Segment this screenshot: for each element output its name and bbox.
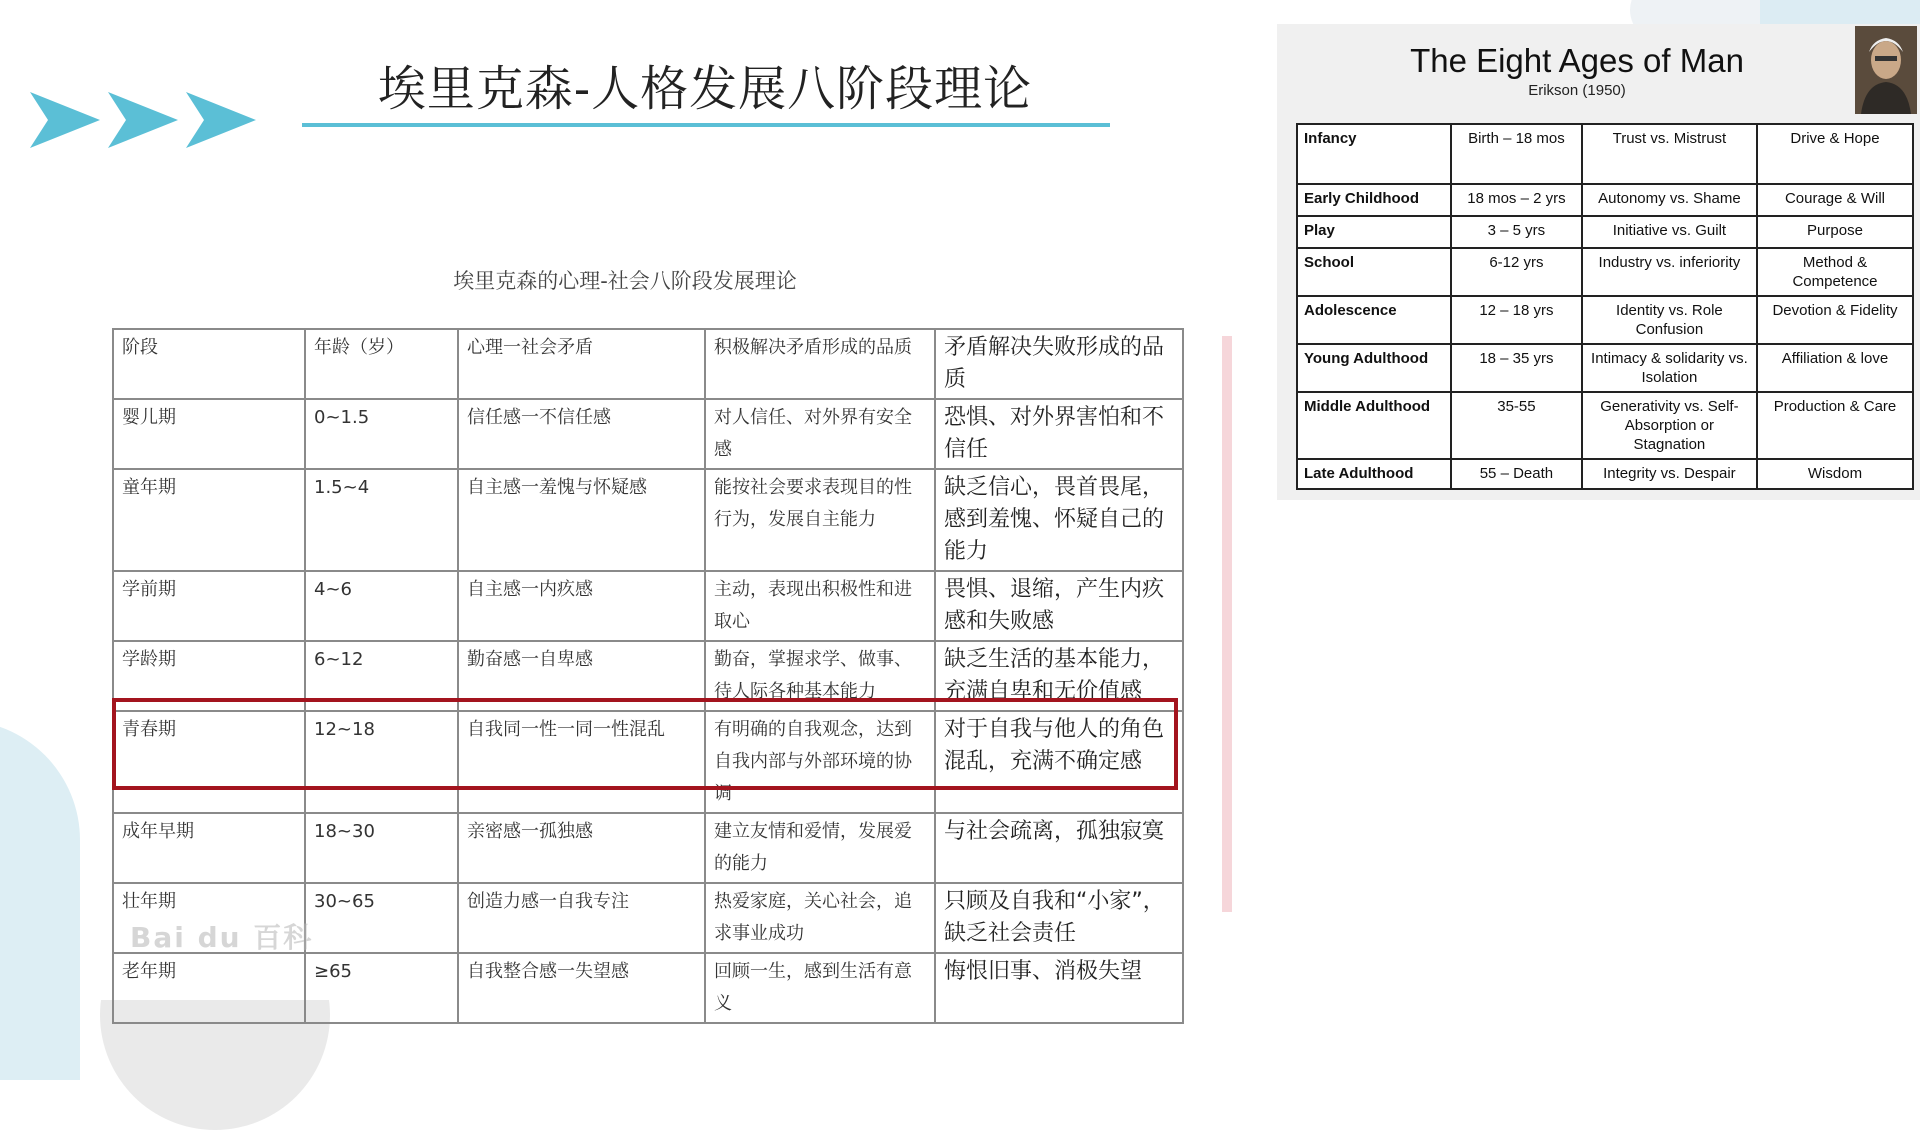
conflict-cell: Intimacy & solidarity vs. Isolation: [1582, 344, 1757, 392]
header-cell: 阶段: [113, 329, 305, 399]
table-row: [113, 571, 1183, 641]
cn-table-caption: 埃里克森的心理-社会八阶段发展理论: [453, 269, 797, 293]
negative-cell: 缺乏信心，畏首畏尾，感到羞愧、怀疑自己的能力: [935, 469, 1183, 571]
positive-cell: 勤奋，掌握求学、做事、待人际各种基本能力: [705, 641, 935, 711]
stage-cell: 青春期: [113, 711, 305, 813]
baike-watermark: Bai du 百科: [130, 921, 314, 954]
table-row: [113, 953, 1183, 1023]
stage-cell: 成年早期: [113, 813, 305, 883]
header-cell: 积极解决矛盾形成的品质: [705, 329, 935, 399]
negative-cell: 畏惧、退缩，产生内疚感和失败感: [935, 571, 1183, 641]
age-cell: 18 – 35 yrs: [1451, 344, 1582, 392]
en-table-title: The Eight Ages of Man: [1410, 42, 1744, 79]
title-underline: [302, 123, 1110, 127]
age-cell: 12 – 18 yrs: [1451, 296, 1582, 344]
virtue-cell: Wisdom: [1757, 459, 1913, 489]
positive-cell: 热爱家庭，关心社会，追求事业成功: [705, 883, 935, 953]
conflict-cell: Generativity vs. Self-Absorption or Stagnation: [1582, 392, 1757, 459]
age-cell: ≥65: [305, 953, 458, 1023]
age-cell: 6-12 yrs: [1451, 248, 1582, 296]
table-row: [1297, 216, 1913, 248]
negative-cell: 与社会疏离，孤独寂寞: [935, 813, 1183, 883]
conflict-cell: 信任感一不信任感: [458, 399, 705, 469]
header-cell: 心理一社会矛盾: [458, 329, 705, 399]
stage-cell: 学龄期: [113, 641, 305, 711]
slide-title: 埃里克森-人格发展八阶段理论: [377, 61, 1033, 117]
age-cell: Birth – 18 mos: [1451, 124, 1582, 184]
conflict-cell: 勤奋感一自卑感: [458, 641, 705, 711]
negative-cell: 悔恨旧事、消极失望: [935, 953, 1183, 1023]
positive-cell: 回顾一生，感到生活有意义: [705, 953, 935, 1023]
conflict-cell: 自我同一性一同一性混乱: [458, 711, 705, 813]
table-header-row: [113, 329, 1183, 399]
conflict-cell: Initiative vs. Guilt: [1582, 216, 1757, 248]
table-row-highlighted: [113, 711, 1183, 813]
conflict-cell: Trust vs. Mistrust: [1582, 124, 1757, 184]
title-arrows: [30, 92, 256, 148]
conflict-cell: 创造力感一自我专注: [458, 883, 705, 953]
table-row: [1297, 296, 1913, 344]
stage-cell: 婴儿期: [113, 399, 305, 469]
stage-cell: School: [1297, 248, 1451, 296]
age-cell: 55 – Death: [1451, 459, 1582, 489]
age-cell: 18 mos – 2 yrs: [1451, 184, 1582, 216]
stage-cell: 壮年期: [113, 883, 305, 953]
header-cell: 年龄（岁）: [305, 329, 458, 399]
stage-cell: Infancy: [1297, 124, 1451, 184]
stage-cell: Young Adulthood: [1297, 344, 1451, 392]
header-cell: 矛盾解决失败形成的品质: [935, 329, 1183, 399]
conflict-cell: Industry vs. inferiority: [1582, 248, 1757, 296]
stage-cell: 学前期: [113, 571, 305, 641]
virtue-cell: Affiliation & love: [1757, 344, 1913, 392]
positive-cell: 有明确的自我观念，达到自我内部与外部环境的协调: [705, 711, 935, 813]
conflict-cell: 自主感一羞愧与怀疑感: [458, 469, 705, 571]
en-table-subtitle: Erikson (1950): [1528, 82, 1626, 99]
age-cell: 0~1.5: [305, 399, 458, 469]
conflict-cell: 自我整合感一失望感: [458, 953, 705, 1023]
positive-cell: 能按社会要求表现目的性行为，发展自主能力: [705, 469, 935, 571]
chevron-arrow-icon: [186, 92, 256, 148]
stage-cell: Play: [1297, 216, 1451, 248]
stage-cell: Late Adulthood: [1297, 459, 1451, 489]
table-row: [1297, 184, 1913, 216]
positive-cell: 对人信任、对外界有安全感: [705, 399, 935, 469]
erikson-en-panel: [1277, 24, 1920, 500]
stage-cell: Adolescence: [1297, 296, 1451, 344]
chevron-arrow-icon: [30, 92, 100, 148]
age-cell: 30~65: [305, 883, 458, 953]
virtue-cell: Courage & Will: [1757, 184, 1913, 216]
conflict-cell: Integrity vs. Despair: [1582, 459, 1757, 489]
age-cell: 6~12: [305, 641, 458, 711]
virtue-cell: Devotion & Fidelity: [1757, 296, 1913, 344]
erikson-portrait: [1855, 26, 1917, 114]
stage-cell: 老年期: [113, 953, 305, 1023]
table-row: [1297, 392, 1913, 459]
table-row: [1297, 459, 1913, 489]
conflict-cell: Autonomy vs. Shame: [1582, 184, 1757, 216]
erikson-en-table: [1296, 123, 1914, 490]
virtue-cell: Drive & Hope: [1757, 124, 1913, 184]
positive-cell: 建立友情和爱情，发展爱的能力: [705, 813, 935, 883]
chevron-arrow-icon: [108, 92, 178, 148]
negative-cell: 缺乏生活的基本能力，充满自卑和无价值感: [935, 641, 1183, 711]
stage-cell: Early Childhood: [1297, 184, 1451, 216]
conflict-cell: Identity vs. Role Confusion: [1582, 296, 1757, 344]
virtue-cell: Purpose: [1757, 216, 1913, 248]
positive-cell: 主动，表现出积极性和进取心: [705, 571, 935, 641]
decorative-pink-bar: [1222, 336, 1232, 912]
table-row: [113, 813, 1183, 883]
negative-cell: 对于自我与他人的角色混乱，充满不确定感: [935, 711, 1183, 813]
virtue-cell: Production & Care: [1757, 392, 1913, 459]
table-row: [113, 469, 1183, 571]
decorative-band-top-right: [1760, 0, 1920, 24]
age-cell: 4~6: [305, 571, 458, 641]
conflict-cell: 亲密感一孤独感: [458, 813, 705, 883]
decorative-blob-left: [0, 720, 80, 1080]
negative-cell: 只顾及自我和“小家”，缺乏社会责任: [935, 883, 1183, 953]
table-row: [1297, 124, 1913, 184]
table-row: [113, 641, 1183, 711]
age-cell: 18~30: [305, 813, 458, 883]
table-row: [113, 399, 1183, 469]
table-row: [1297, 248, 1913, 296]
stage-cell: Middle Adulthood: [1297, 392, 1451, 459]
age-cell: 1.5~4: [305, 469, 458, 571]
table-row: [1297, 344, 1913, 392]
age-cell: 12~18: [305, 711, 458, 813]
negative-cell: 恐惧、对外界害怕和不信任: [935, 399, 1183, 469]
age-cell: 35-55: [1451, 392, 1582, 459]
virtue-cell: Method & Competence: [1757, 248, 1913, 296]
stage-cell: 童年期: [113, 469, 305, 571]
conflict-cell: 自主感一内疚感: [458, 571, 705, 641]
age-cell: 3 – 5 yrs: [1451, 216, 1582, 248]
